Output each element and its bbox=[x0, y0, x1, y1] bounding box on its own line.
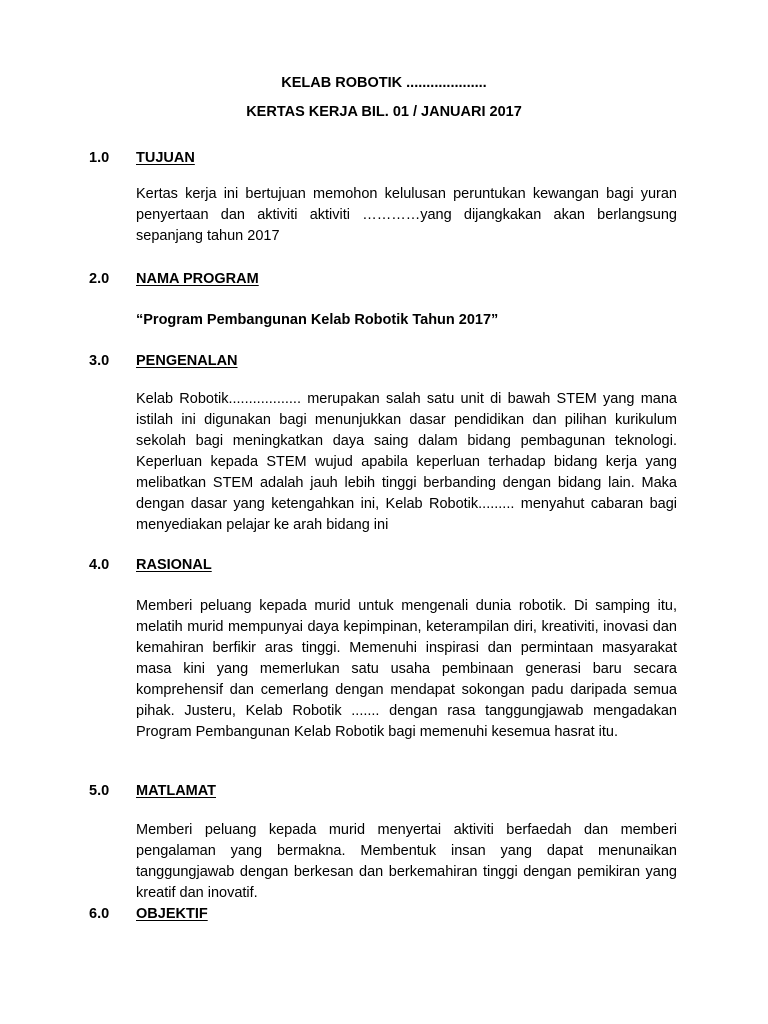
section-heading-matlamat: MATLAMAT bbox=[136, 783, 216, 799]
section-body-matlamat: Memberi peluang kepada murid menyertai aktiviti berfaedah dan memberi pengalaman yang bermakna. Membentuk insan yang dapat menunaikan tanggungjawab dengan berkesan dan berkemahiran tinggi dengan pemikiran yang kreatif dan inovatif. bbox=[136, 822, 677, 901]
document-subtitle: KERTAS KERJA BIL. 01 / JANUARI 2017 bbox=[246, 104, 522, 120]
section-number-4: 4.0 bbox=[89, 557, 110, 573]
section-heading-nama-program: NAMA PROGRAM bbox=[136, 271, 259, 287]
section-body-tujuan: Kertas kerja ini bertujuan memohon kelulusan peruntukan kewangan bagi yuran penyertaan dan aktiviti aktiviti …………yang dijangkakan akan berlangsung sepanjang tahun 2017 bbox=[136, 186, 677, 244]
section-heading-tujuan: TUJUAN bbox=[136, 150, 195, 166]
section-number-2: 2.0 bbox=[89, 271, 110, 287]
section-number-3: 3.0 bbox=[89, 353, 110, 369]
section-heading-objektif: OBJEKTIF bbox=[136, 906, 208, 922]
section-body-pengenalan: Kelab Robotik.................. merupakan salah satu unit di bawah STEM yang mana istilah ini digunakan bagi menunjukkan dasar pendidikan dan pilihan kurikulum sekolah bagi meningkatkan daya saing dalam bidang pembagunan teknologi. Keperluan kepada STEM wujud apabila keperluan terhadap bidang kerja yang melibatkan STEM adalah jauh lebih tinggi berbanding dengan bidang lain. Maka dengan dasar yang ketengahkan ini, Kelab Robotik......... menyahut cabaran bagi menyediakan pelajar ke arah bidang ini bbox=[136, 391, 677, 533]
section-number-5: 5.0 bbox=[89, 783, 110, 799]
section-heading-pengenalan: PENGENALAN bbox=[136, 353, 238, 369]
section-number-1: 1.0 bbox=[89, 150, 110, 166]
section-body-rasional: Memberi peluang kepada murid untuk mengenali dunia robotik. Di samping itu, melatih murid mempunyai daya kepimpinan, keterampilan diri, kreativiti, inovasi dan kemahiran berfikir aras tinggi. Memenuhi inspirasi dan permintaan masyarakat masa kini yang memerlukan satu usaha pembinaan generasi baru secara komprehensif dan cemerlang dengan mendapat sokongan padu daripada semua pihak. Justeru, Kelab Robotik ....... dengan rasa tanggungjawab mengadakan Program Pembangunan Kelab Robotik bagi memenuhi kesemua hasrat itu. bbox=[136, 598, 677, 740]
section-heading-rasional: RASIONAL bbox=[136, 557, 212, 573]
section-number-6: 6.0 bbox=[89, 906, 110, 922]
program-name: “Program Pembangunan Kelab Robotik Tahun 2017” bbox=[136, 312, 499, 328]
document-title: KELAB ROBOTIK .................... bbox=[281, 75, 487, 91]
